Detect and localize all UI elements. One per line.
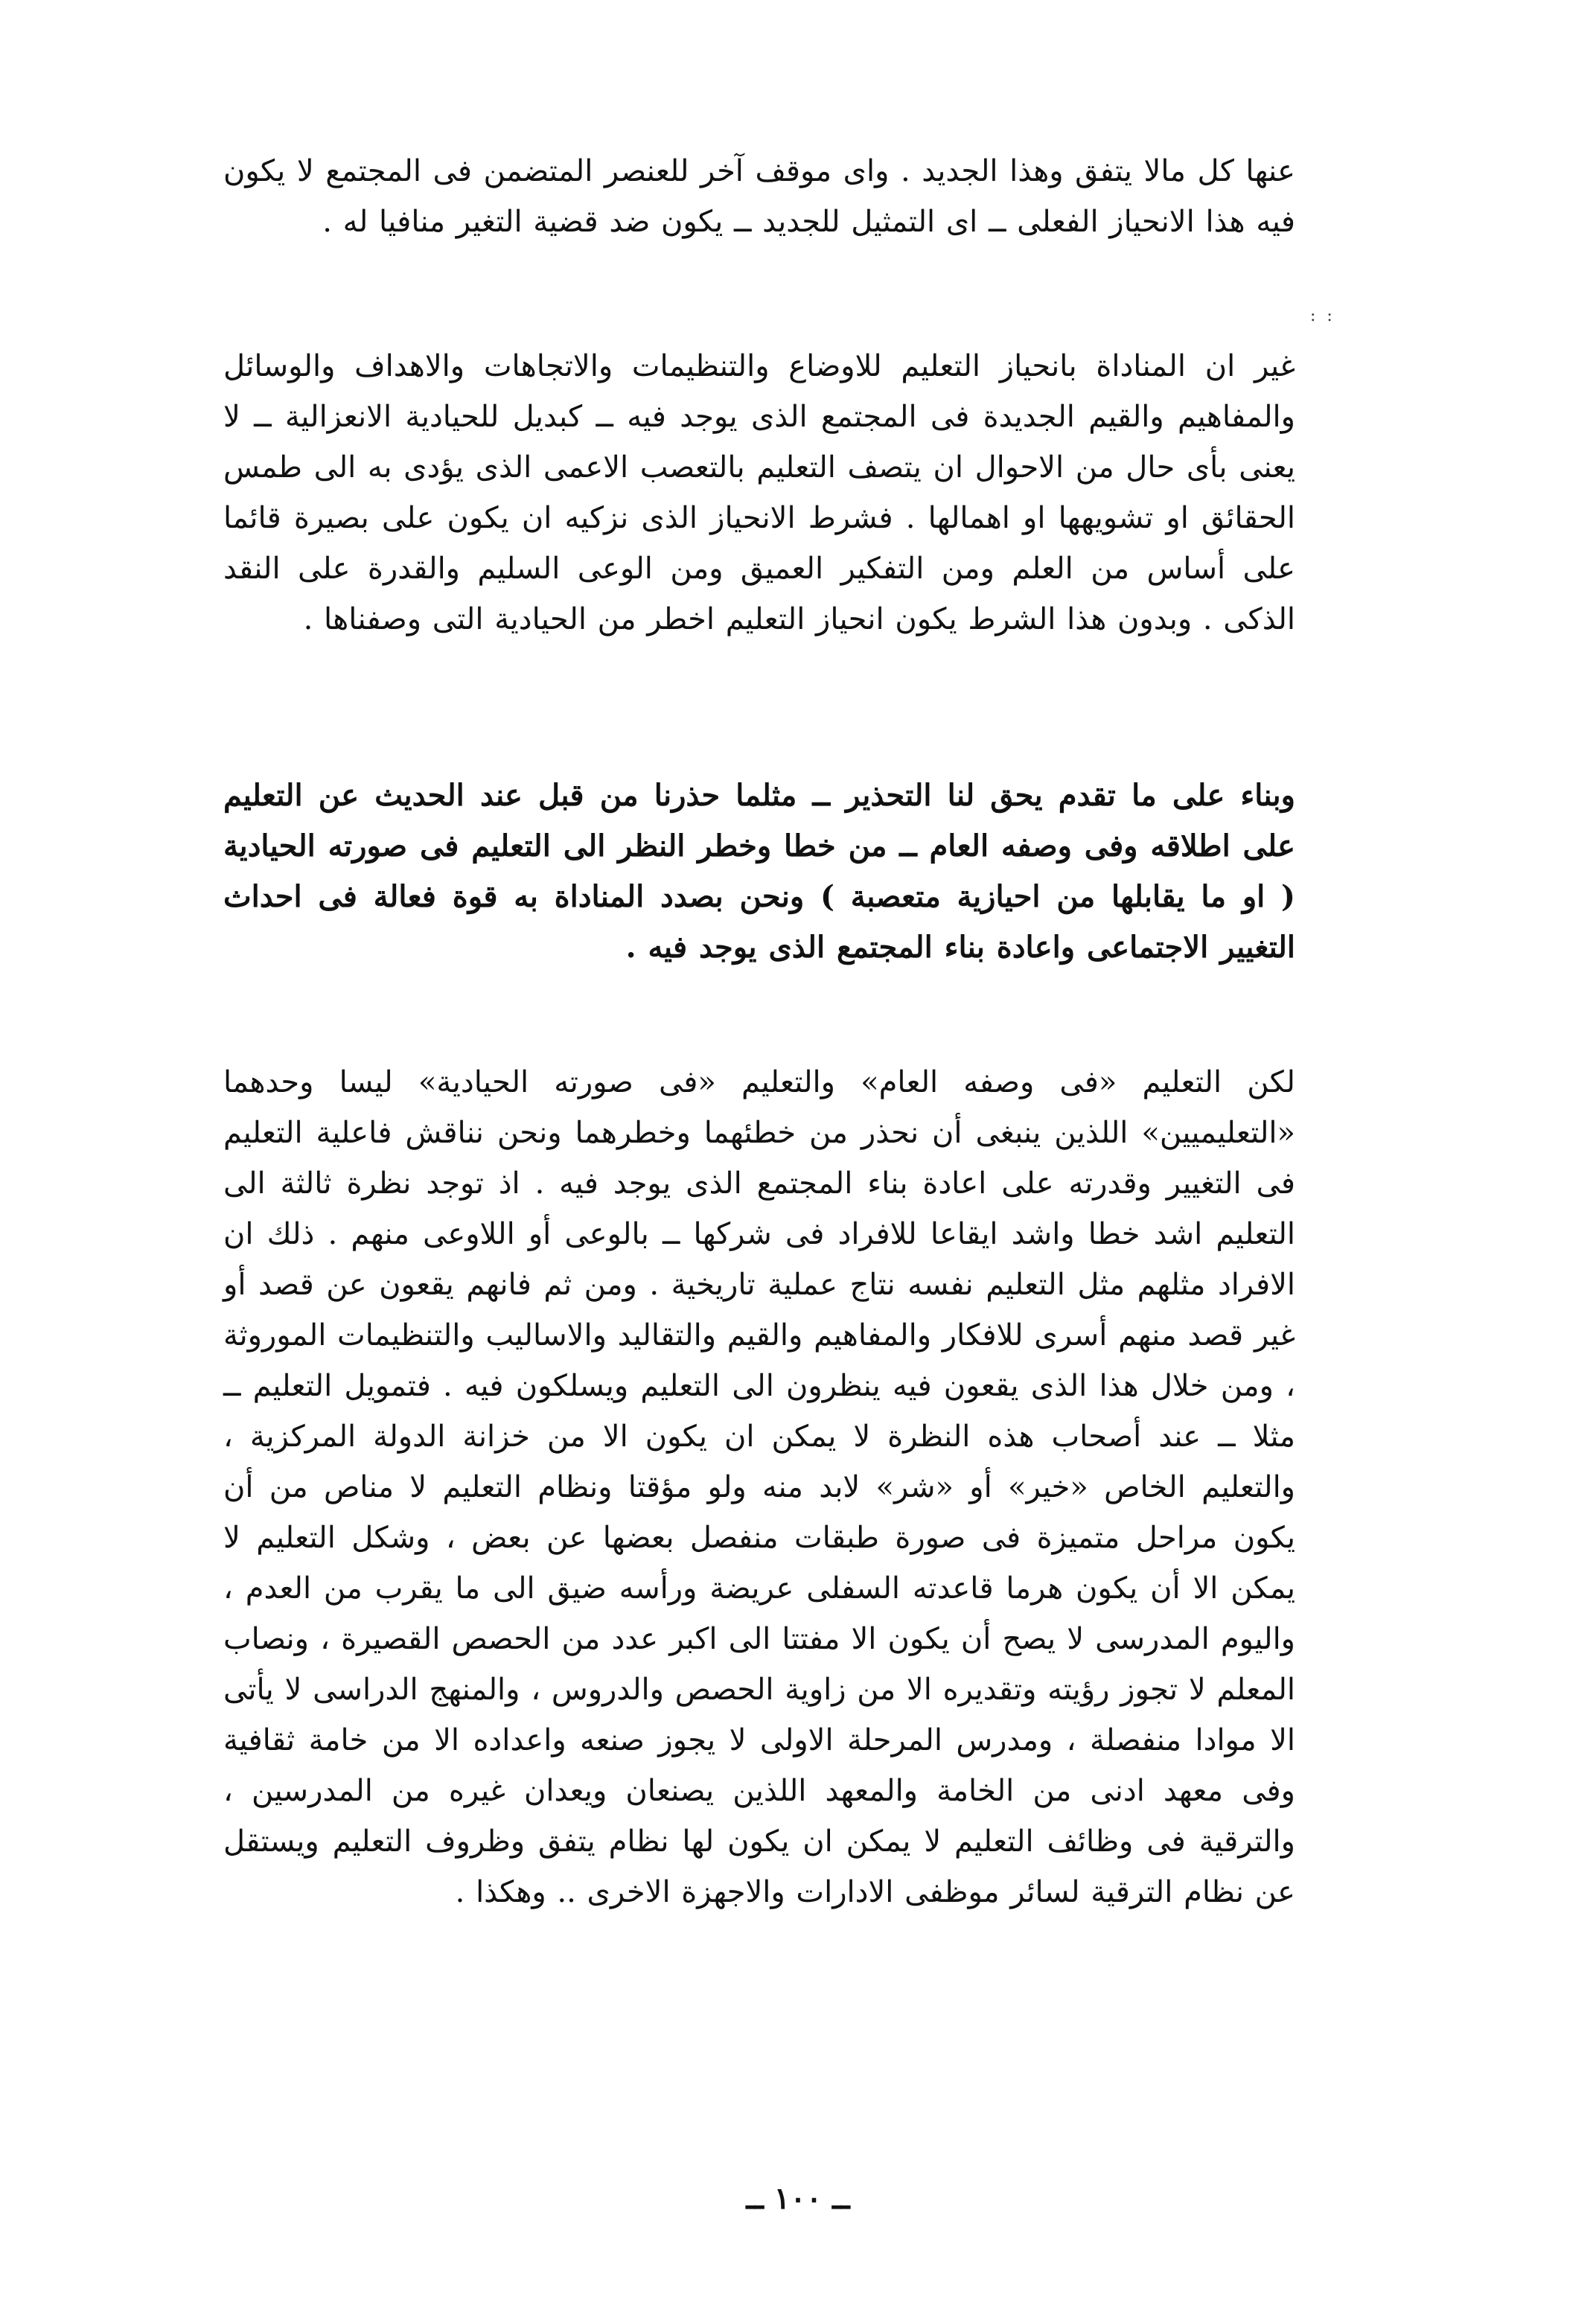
paragraph-3-bold (223, 770, 1295, 973)
paragraph-text: عنها كل مالا يتفق وهذا الجديد . واى موقف آخر للعنصر المتضمن فى المجتمع لا يكون فيه هذا الانحياز الفعلى ــ اى التمثيل للجديد ــ يكون ضد قضية التغير منافيا له . (223, 154, 1295, 239)
page-number: ــ ١٠٠ ــ (746, 2181, 850, 2216)
paragraph-2 (223, 341, 1295, 645)
paragraph-text: لكن التعليم «فى وصفه العام» والتعليم «فى صورته الحيادية» ليسا وحدهما «التعليميين» اللذين ينبغى أن نحذر من خطئهما وخطرهما ونحن نناقش فاعلية التعليم فى التغيير وقدرته على اعادة بناء المجتمع الذى يوجد فيه . اذ توجد نظرة ثالثة الى التعليم اشد خطا واشد ايقاعا للافراد فى شركها ــ بالوعى أو اللاوعى منهم . ذلك ان الافراد مثلهم مثل التعليم نفسه نتاج عملية تاريخية . ومن ثم فانهم يقعون عن قصد أو غير قصد منهم أسرى للافكار والمفاهيم والقيم والتقاليد والاساليب والتنظيمات الموروثة ، ومن خلال هذا الذى يقعون فيه ينظرون الى التعليم ويسلكون فيه . فتمويل التعليم ــ مثلا ــ عند أصحاب هذه النظرة لا يمكن ان يكون الا من خزانة الدولة المركزية ، والتعليم الخاص «خير» أو «شر» لابد منه ولو مؤقتا ونظام التعليم لا مناص من أن يكون مراحل متميزة فى صورة طبقات منفصل بعضها عن بعض ، وشكل التعليم لا يمكن الا أن يكون هرما قاعدته السفلى عريضة ورأسه ضيق الى ما يقرب من العدم ، واليوم المدرسى لا يصح أن يكون الا مفتتا الى اكبر عدد من الحصص القصيرة ، ونصاب المعلم لا تجوز رؤيته وتقديره الا من زاوية الحصص والدروس ، والمنهج الدراسى لا يأتى الا موادا منفصلة ، ومدرس المرحلة الاولى لا يجوز صنعه واعداده الا من خامة ثقافية وفى معهد ادنى من الخامة والمعهد اللذين يصنعان ويعدان غيره من المدرسين ، والترقية فى وظائف التعليم لا يمكن ان يكون لها نظام يتفق وظروف التعليم ويستقل عن نظام الترقية لسائر موظفى الادارات والاجهزة الاخرى .. وهكذا . (223, 1065, 1296, 1909)
paragraph-1 (223, 146, 1295, 247)
stray-marks: : : (1310, 307, 1335, 325)
paragraph-4 (223, 1057, 1295, 1917)
paragraph-text: وبناء على ما تقدم يحق لنا التحذير ــ مثلما حذرنا من قبل عند الحديث عن التعليم على اطلاقه وفى وصفه العام ــ من خطا وخطر النظر الى التعليم فى صورته الحيادية ( او ما يقابلها من احيازية متعصبة ) ونحن بصدد المناداة به قوة فعالة فى احداث التغيير الاجتماعى واعادة بناء المجتمع الذى يوجد فيه . (223, 778, 1295, 965)
paragraph-text: غير ان المناداة بانحياز التعليم للاوضاع والتنظيمات والاتجاهات والاهداف والوسائل والمفاهيم والقيم الجديدة فى المجتمع الذى يوجد فيه ــ كبديل للحيادية الانعزالية ــ لا يعنى بأى حال من الاحوال ان يتصف التعليم بالتعصب الاعمى الذى يؤدى به الى طمس الحقائق او تشويهها او اهمالها . فشرط الانحياز الذى نزكيه ان يكون على بصيرة قائما على أساس من العلم ومن التفكير العميق ومن الوعى السليم والقدرة على النقد الذكى . وبدون هذا الشرط يكون انحياز التعليم اخطر من الحيادية التى وصفناها . (223, 349, 1295, 636)
